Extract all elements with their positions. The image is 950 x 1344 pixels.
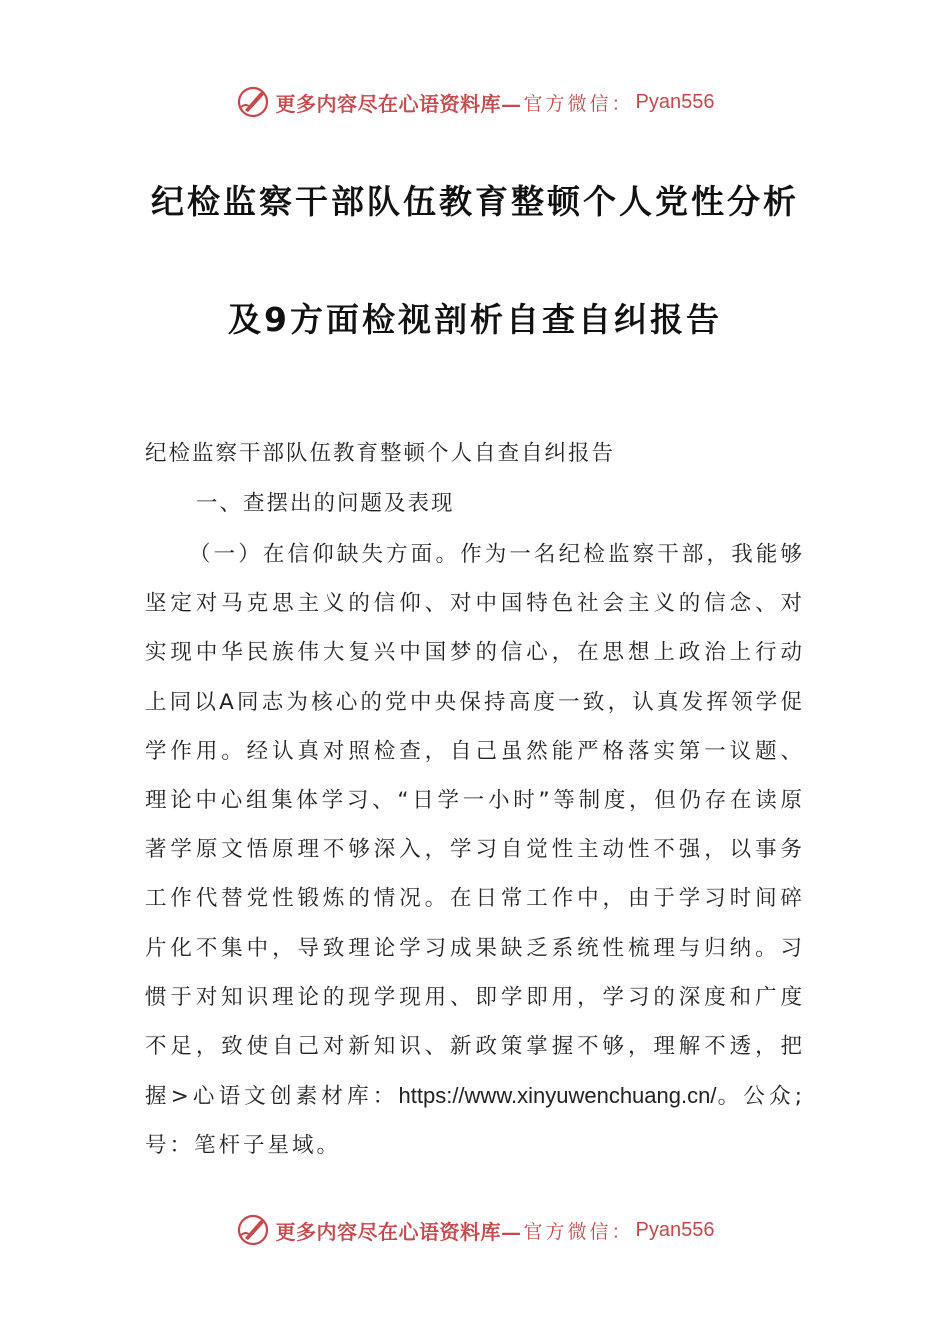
footer-banner bbox=[0, 1210, 950, 1250]
document-subtitle: 纪检监察干部队伍教育整顿个人自查自纠报告 bbox=[145, 441, 616, 466]
banner-wechat-id: Pyan556 bbox=[635, 90, 715, 113]
paragraph-tail: 。公众;号：笔杆子星域。 bbox=[145, 1084, 806, 1159]
banner-text: 更多内容尽在心语资料库— bbox=[275, 1219, 522, 1244]
banner-wechat-label: 官方微信： bbox=[523, 92, 634, 115]
body-paragraph bbox=[145, 530, 805, 1171]
section-heading: 一、查摆出的问题及表现 bbox=[196, 491, 455, 516]
document-title-line2: 及9方面检视剖析自查自纠报告 bbox=[228, 300, 722, 339]
header-banner bbox=[0, 82, 950, 122]
document-title-line1: 纪检监察干部队伍教育整顿个人党性分析 bbox=[151, 182, 799, 221]
pen-logo-icon bbox=[236, 1213, 270, 1247]
banner-wechat-label: 官方微信： bbox=[523, 1220, 634, 1243]
pen-logo-icon bbox=[236, 85, 270, 119]
banner-wechat-id: Pyan556 bbox=[635, 1218, 715, 1241]
paragraph-text: （一）在信仰缺失方面。作为一名纪检监察干部，我能够坚定对马克思主义的信仰、对中国特色社会主义的信念、对实现中华民族伟大复兴中国梦的信心，在思想上政治上行动上同以A同志为核心的党中央保持高度一致，认真发挥领学促学作用。经认真对照检查，自己虽然能严格落实第一议题、理论中心组集体学习、“日学一小时”等制度，但仍存在读原著学原文悟原理不够深入，学习自觉性主动性不强，以事务工作代替党性锻炼的情况。在日常工作中，由于学习时间碎片化不集中，导致理论学习成果缺乏系统性梳理与归纳。习惯于对知识理论的现学现用、即学即用，学习的深度和广度不足，致使自己对新知识、新政策掌握不够，理解不透，把握>心语文创素材库： bbox=[145, 542, 805, 1110]
source-url: https://www.xinyuwenchuang.cn/ bbox=[398, 1083, 717, 1109]
banner-text: 更多内容尽在心语资料库— bbox=[275, 91, 522, 116]
